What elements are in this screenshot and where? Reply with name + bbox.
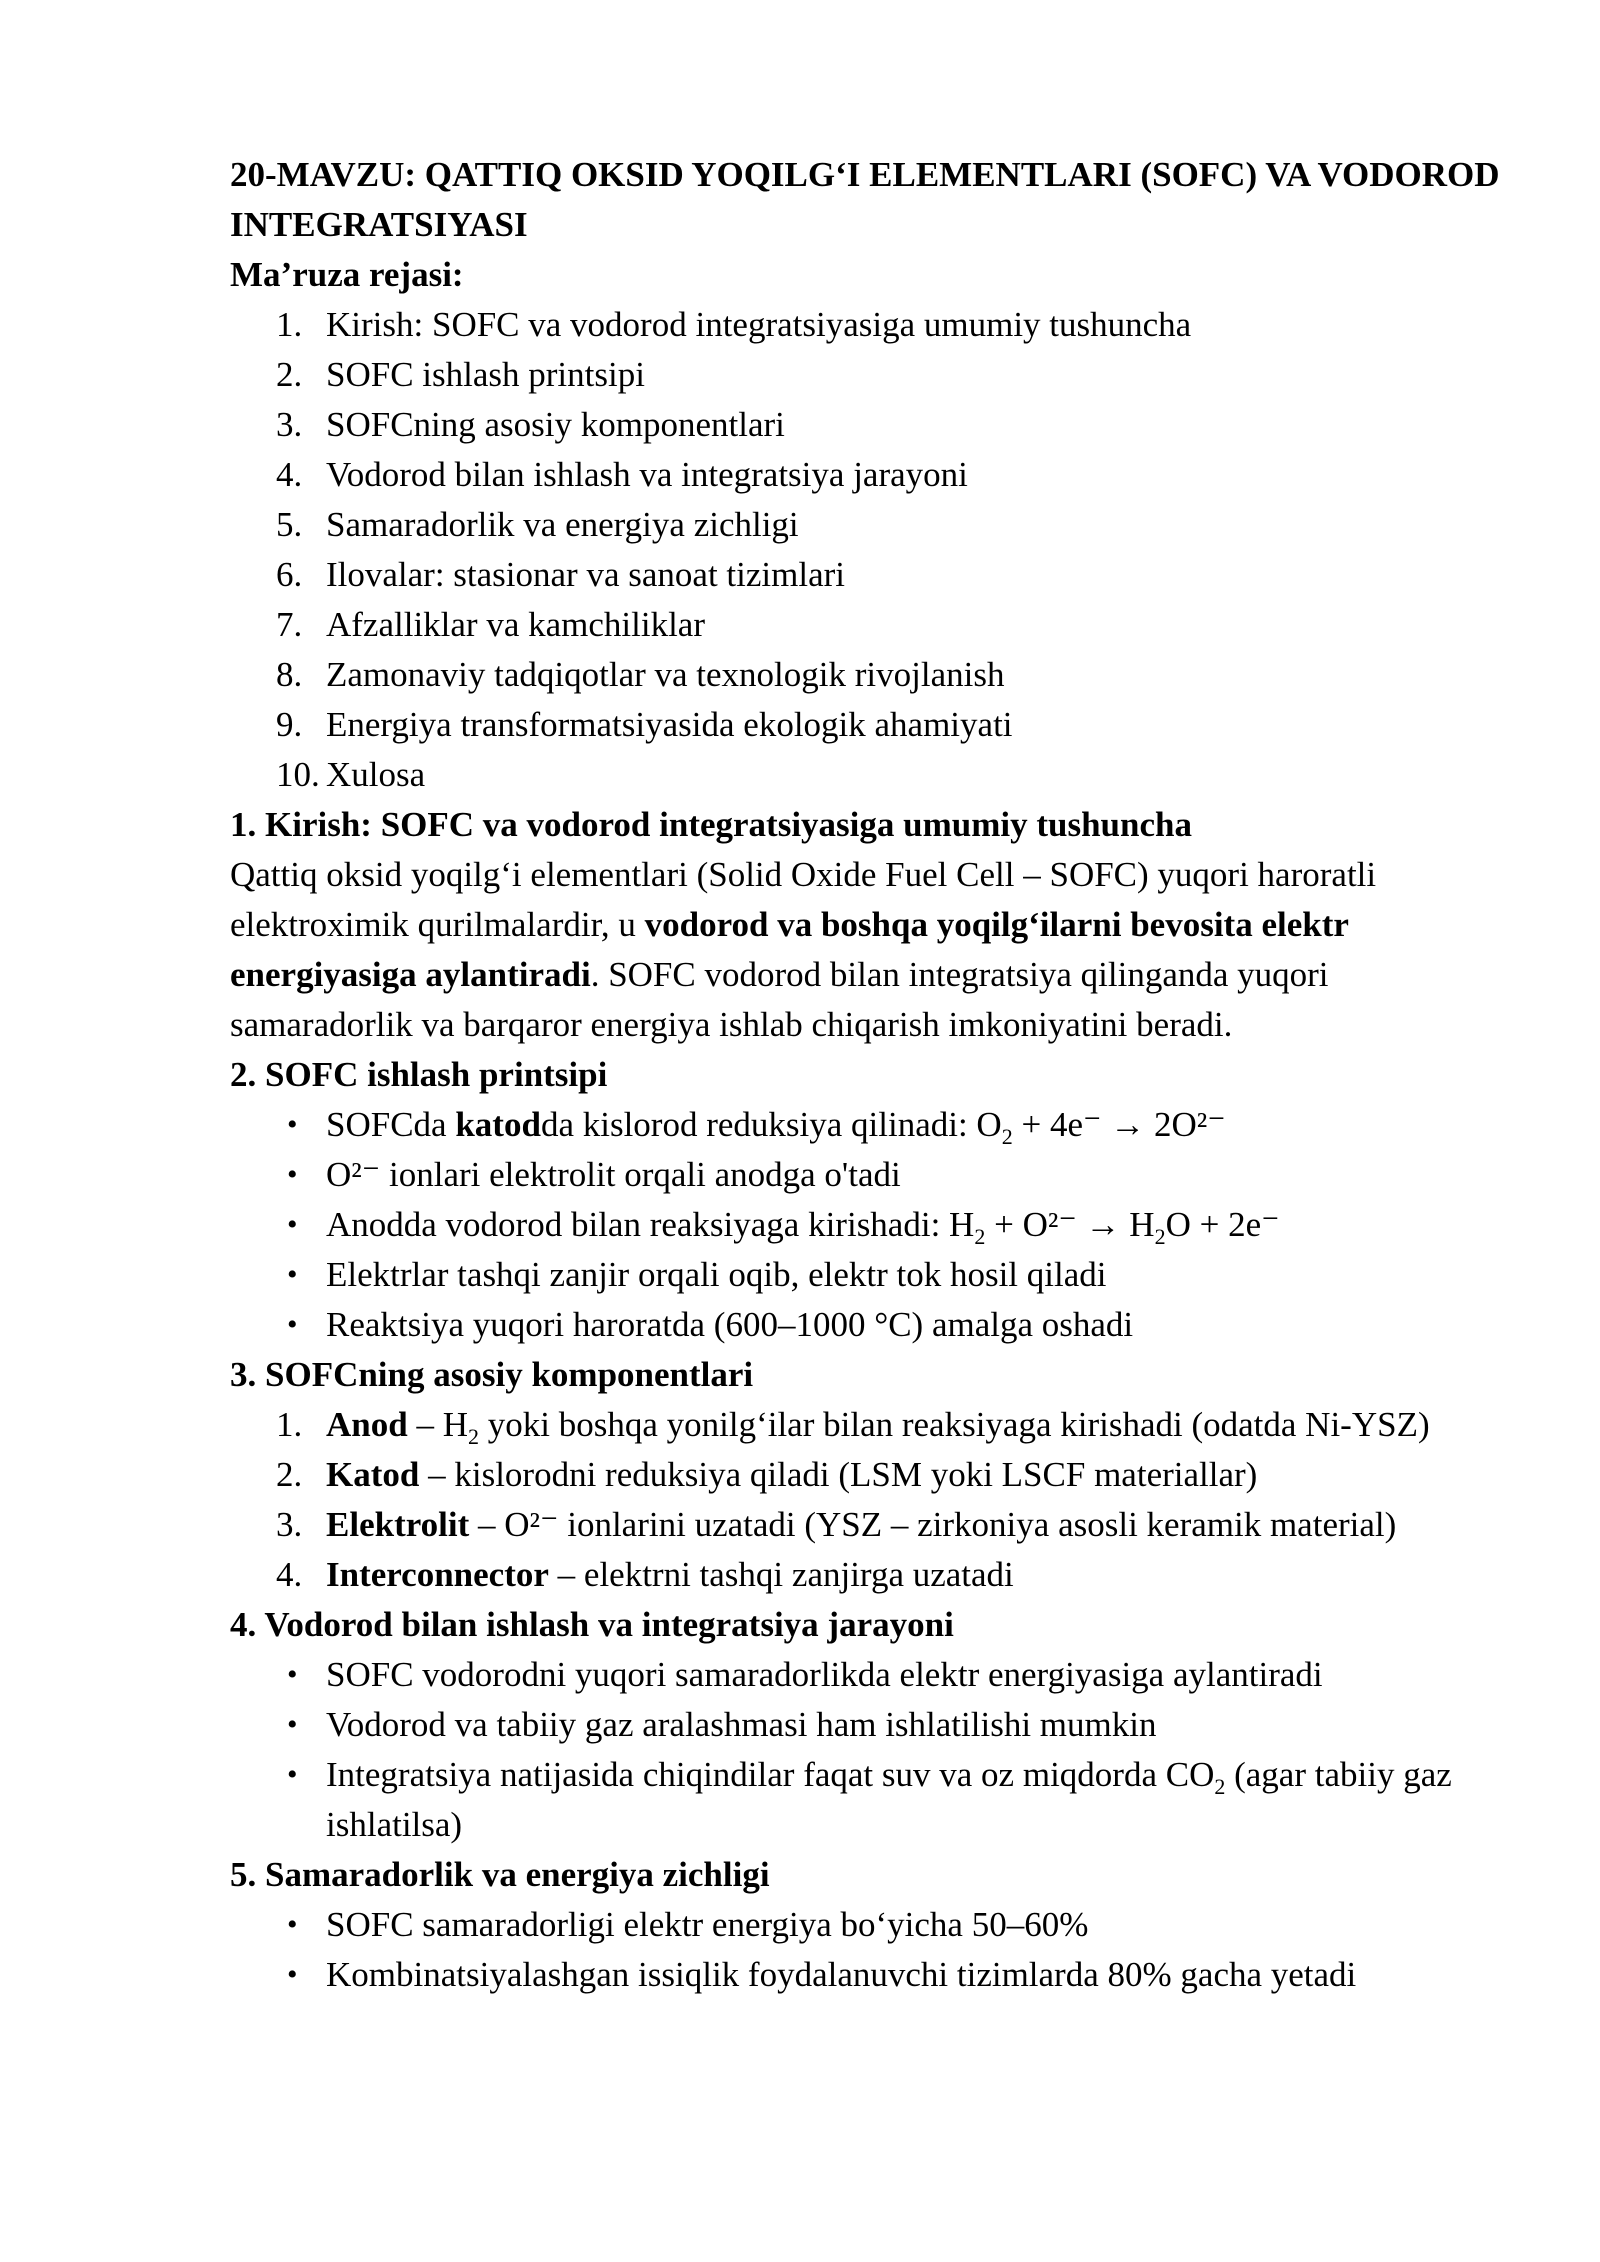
list-item (230, 550, 1500, 600)
list-item (230, 1650, 1500, 1700)
paragraph-text: Qattiq oksid yoqilg‘i elementlari (Solid Oxide Fuel Cell – SOFC) yuqori haroratli elektroximik qurilmalardir, u (230, 855, 1377, 944)
list-item (230, 1450, 1500, 1500)
list-item (230, 1950, 1500, 2000)
subscript: 2 (974, 1224, 986, 1249)
intro-paragraph (230, 850, 1500, 1050)
list-number: 4. (276, 455, 303, 494)
list-item (230, 1400, 1500, 1450)
list-item (230, 1500, 1500, 1550)
list-item-text: Vodorod va tabiiy gaz aralashmasi ham ishlatilishi mumkin (326, 1705, 1157, 1744)
list-item-text: + O²⁻ → H (985, 1205, 1155, 1244)
list-number: 6. (276, 555, 303, 594)
lecture-plan-label: Ma’ruza rejasi: (230, 255, 464, 294)
list-item (230, 600, 1500, 650)
list-number: 8. (276, 655, 303, 694)
list-item-text: Kirish: SOFC va vodorod integratsiyasiga umumiy tushuncha (326, 305, 1192, 344)
list-item-text: Energiya transformatsiyasida ekologik ahamiyati (326, 705, 1013, 744)
paragraph-bold-text: vodorod va boshqa yoqilg‘ilarni bevosita elektr energiyasiga aylantiradi (230, 905, 1349, 994)
list-number: 2. (276, 1455, 303, 1494)
bullet-icon: • (287, 1708, 298, 1741)
bullet-icon: • (287, 1758, 298, 1791)
list-item (230, 500, 1500, 550)
list-item (230, 400, 1500, 450)
list-item-text: – elektrni tashqi zanjirga uzatadi (548, 1555, 1014, 1594)
list-item-text: Samaradorlik va energiya zichligi (326, 505, 799, 544)
list-item-text: SOFC vodorodni yuqori samaradorlikda elektr energiyasiga aylantiradi (326, 1655, 1323, 1694)
bullet-icon: • (287, 1158, 298, 1191)
document-page (230, 150, 1500, 2000)
list-item-text: Ilovalar: stasionar va sanoat tizimlari (326, 555, 845, 594)
list-item-text: SOFCning asosiy komponentlari (326, 405, 785, 444)
list-number: 3. (276, 405, 303, 444)
list-item (230, 1900, 1500, 1950)
list-item-text: SOFCda (326, 1105, 456, 1144)
list-item (230, 750, 1500, 800)
list-item-text: yoki boshqa yonilg‘ilar bilan reaksiyaga kirishadi (odatda Ni-YSZ) (479, 1405, 1430, 1444)
list-item-text: Reaktsiya yuqori haroratda (600–1000 °C) amalga oshadi (326, 1305, 1134, 1344)
bullet-icon: • (287, 1308, 298, 1341)
list-item-bold-text: katod (455, 1105, 541, 1144)
list-item-text: Integratsiya natijasida chiqindilar faqat suv va oz miqdorda CO (326, 1755, 1215, 1794)
list-item-text: SOFC ishlash printsipi (326, 355, 645, 394)
list-item-text: (agar tabiiy gaz ishlatilsa) (326, 1755, 1452, 1844)
subscript: 2 (1154, 1224, 1166, 1249)
integration-bullet-list (230, 1650, 1500, 1850)
list-item-text: – H (407, 1405, 468, 1444)
section-heading-principle: 2. SOFC ishlash printsipi (230, 1055, 608, 1094)
bullet-icon: • (287, 1108, 298, 1141)
list-number: 2. (276, 355, 303, 394)
list-item-text: da kislorod reduksiya qilinadi: O (540, 1105, 1002, 1144)
list-number: 3. (276, 1505, 303, 1544)
list-item (230, 300, 1500, 350)
subscript: 2 (468, 1424, 479, 1449)
bullet-icon: • (287, 1958, 298, 1991)
section-heading-components: 3. SOFCning asosiy komponentlari (230, 1355, 754, 1394)
lecture-plan-list (230, 300, 1500, 800)
list-item-text: – O²⁻ ionlarini uzatadi (YSZ – zirkoniya asosli keramik material) (469, 1505, 1397, 1544)
list-item (230, 700, 1500, 750)
list-item-text: Afzalliklar va kamchiliklar (326, 605, 706, 644)
list-item-text: O + 2e⁻ (1165, 1205, 1280, 1244)
principle-bullet-list (230, 1100, 1500, 1350)
list-number: 1. (276, 1405, 303, 1444)
list-item (230, 1150, 1500, 1200)
efficiency-bullet-list (230, 1900, 1500, 2000)
list-number: 7. (276, 605, 303, 644)
section-heading-integration: 4. Vodorod bilan ishlash va integratsiya jarayoni (230, 1605, 954, 1644)
list-item (230, 1250, 1500, 1300)
subscript: 2 (1214, 1774, 1226, 1799)
list-item (230, 1300, 1500, 1350)
list-item (230, 350, 1500, 400)
bullet-icon: • (287, 1908, 298, 1941)
bullet-icon: • (287, 1208, 298, 1241)
list-item (230, 1700, 1500, 1750)
list-item-text: + 4e⁻ → 2O²⁻ (1012, 1105, 1226, 1144)
list-item (230, 650, 1500, 700)
list-item-bold-text: Anod (326, 1405, 408, 1444)
list-item-text: Xulosa (326, 755, 426, 794)
list-item-text: Anodda vodorod bilan reaksiyaga kirishadi: H (326, 1205, 975, 1244)
list-item-text: Zamonaviy tadqiqotlar va texnologik rivojlanish (326, 655, 1005, 694)
section-heading-intro: 1. Kirish: SOFC va vodorod integratsiyasiga umumiy tushuncha (230, 805, 1192, 844)
list-number: 5. (276, 505, 303, 544)
list-number: 9. (276, 705, 303, 744)
list-item (230, 1200, 1500, 1250)
components-list (230, 1400, 1500, 1600)
list-item-text: Vodorod bilan ishlash va integratsiya jarayoni (326, 455, 968, 494)
bullet-icon: • (287, 1658, 298, 1691)
list-item-bold-text: Katod (326, 1455, 420, 1494)
list-item (230, 1750, 1500, 1850)
list-item-text: Kombinatsiyalashgan issiqlik foydalanuvchi tizimlarda 80% gacha yetadi (326, 1955, 1357, 1994)
list-item (230, 1550, 1500, 1600)
section-heading-efficiency: 5. Samaradorlik va energiya zichligi (230, 1855, 770, 1894)
list-item-text: O²⁻ ionlari elektrolit orqali anodga o'tadi (326, 1155, 901, 1194)
list-item-text: – kislorodni reduksiya qiladi (LSM yoki LSCF materiallar) (419, 1455, 1258, 1494)
bullet-icon: • (287, 1258, 298, 1291)
list-item-text: Elektrlar tashqi zanjir orqali oqib, elektr tok hosil qiladi (326, 1255, 1107, 1294)
list-item (230, 1100, 1500, 1150)
list-number: 1. (276, 305, 303, 344)
document-title: 20-MAVZU: QATTIQ OKSID YOQILG‘I ELEMENTLARI (SOFC) VA VODOROD INTEGRATSIYASI (230, 155, 1500, 244)
list-number: 4. (276, 1555, 303, 1594)
subscript: 2 (1001, 1124, 1013, 1149)
list-item (230, 450, 1500, 500)
paragraph-text: . SOFC vodorod bilan integratsiya qilinganda yuqori samaradorlik va barqaror energiya ishlab chiqarish imkoniyatini beradi. (230, 955, 1329, 1044)
list-number: 10. (276, 755, 320, 794)
list-item-text: SOFC samaradorligi elektr energiya bo‘yicha 50–60% (326, 1905, 1089, 1944)
list-item-bold-text: Elektrolit (326, 1505, 470, 1544)
list-item-bold-text: Interconnector (326, 1555, 549, 1594)
